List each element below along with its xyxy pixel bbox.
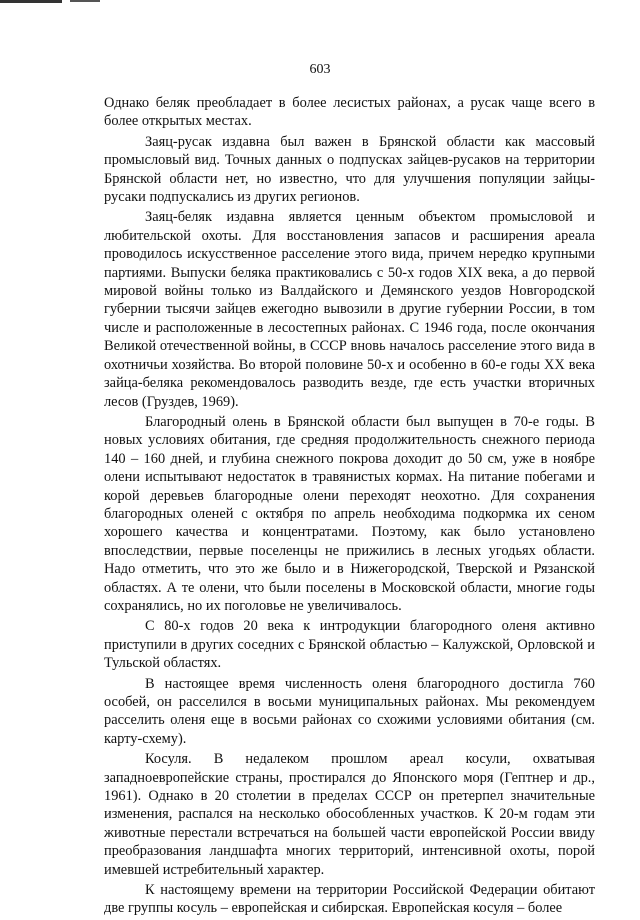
paragraph: Однако беляк преобладает в более лесистых районах, а русак чаще всего в более открытых местах.	[104, 95, 595, 130]
scan-edge-mark	[0, 0, 62, 3]
scan-edge-mark	[70, 0, 100, 2]
paragraph: К настоящему времени на территории Российской Федерации обитают две группы косуль – европейская и сибирская. Европейская косуля – более	[104, 882, 595, 917]
paragraph: С 80-х годов 20 века к интродукции благородного оленя активно приступили в других соседних с Брянской областью – Калужской, Орловской и Тульской областях.	[104, 618, 595, 672]
paragraph: Заяц-русак издавна был важен в Брянской области как массовый промысловый вид. Точных данных о подпусках зайцев-русаков на территории Брянской области нет, но известно, что для улучшения популяции зайцы-русаки подпускались из других регионов.	[104, 133, 595, 206]
page-number: 603	[309, 62, 331, 77]
paragraph: Косуля. В недалеком прошлом ареал косули, охватывая западноевропейские страны, простирался до Японского моря (Гептнер и др., 1961). Однако в 20 столетии в пределах СССР он претерпел значительные изменения, распался на несколько обособленных участков. К 20-м годам эти животные перестали встречаться на большей части европейской России ввиду преобразования ландшафта многих территорий, интенсивной охоты, порой имевшей истребительный характер.	[104, 751, 595, 878]
paragraph: Благородный олень в Брянской области был выпущен в 70-е годы. В новых условиях обитания, где средняя продолжительность снежного периода 140 – 160 дней, и глубина снежного покрова доходит до 50 см, уже в ноябре олени испытывают недостаток в травянистых кормах. На питание побегами и корой деревьев благородные олени переходят неохотно. Для сохранения благородных оленей с октября по апрель необходима подкормка их сеном хорошего качества и концентратами. Поэтому, как было установлено впоследствии, первые поселенцы не прижились в лесных угодьях области. Надо отметить, что это же было и в Нижегородской, Тверской и Рязанской областях. А те олени, что были поселены в Московской области, многие годы сохранялись, но их поголовье не увеличивалось.	[104, 413, 595, 614]
paragraph: Заяц-беляк издавна является ценным объектом промысловой и любительской охоты. Для восстановления запасов и расширения ареала проводилось искусственное расселение этого вида, причем нередко крупными партиями. Выпуски беляка практиковались с 50-х годов XIX века, а до первой мировой войны только из Валдайского и Демянского уездов Новгородской губернии тысячи зайцев ежегодно вывозили в другие губернии России, в том числе и расположенные в лесостепных районах. С 1946 года, после окончания Великой отечественной войны, в СССР вновь началось расселение этого вида в охотничьи хозяйства. Во второй половине 50-х и особенно в 60-е годы XX века зайца-беляка рекомендовалось разводить везде, где есть участки вторичных лесов (Груздев, 1969).	[104, 209, 595, 410]
body-text	[104, 94, 595, 920]
paragraph: В настоящее время численность оленя благородного достигла 760 особей, он расселился в восьми муниципальных районах. Мы рекомендуем расселить оленя еще в восьми районах со схожими условиями обитания (см. карту-схему).	[104, 675, 595, 747]
